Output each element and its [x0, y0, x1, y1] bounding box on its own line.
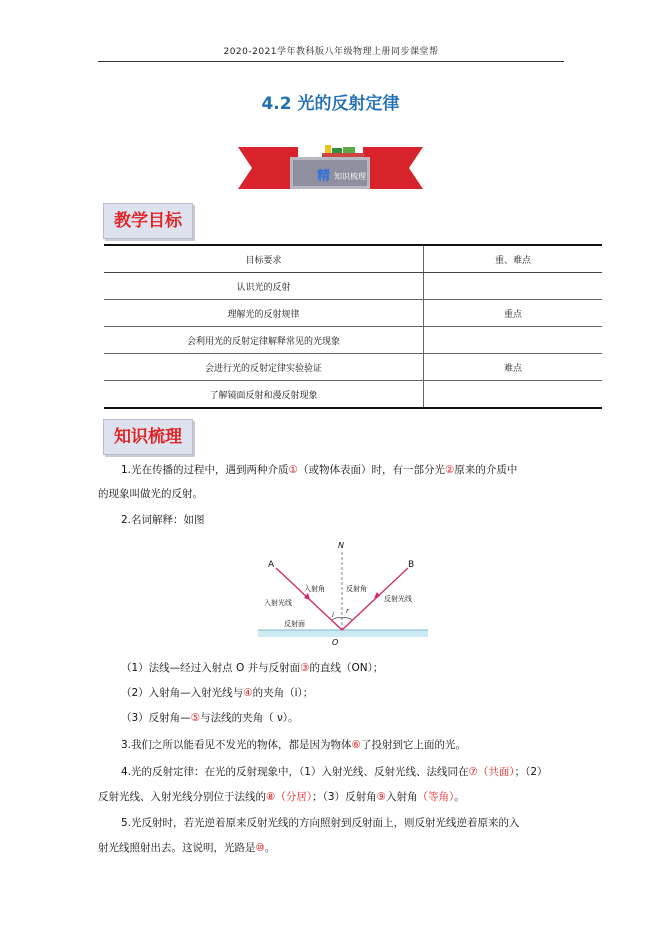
section-heading-knowledge-text: 知识梳理	[114, 427, 182, 447]
text: 。	[454, 791, 465, 803]
text: 3.我们之所以能看见不发光的物体，都是因为物体	[121, 739, 352, 751]
page-title: 4.2 光的反射定律	[261, 94, 400, 114]
text: 反射光线、入射光线分别位于法线的	[98, 791, 266, 803]
blank-marker: ③	[300, 662, 310, 674]
label-surface: 反射面	[284, 620, 305, 628]
table-row	[104, 381, 602, 409]
text: （或物体表面）时，有一部分光	[297, 464, 445, 476]
table-cell	[424, 273, 603, 300]
table-cell	[424, 327, 603, 354]
table-cell: 会利用光的反射定律解释常见的光现象	[104, 327, 424, 354]
page-header: 2020-2021学年教科版八年级物理上册同步课堂帮	[223, 47, 439, 57]
table-cell: 了解镜面反射和漫反射现象	[104, 381, 424, 409]
books-icon	[322, 145, 364, 157]
definition-3	[121, 710, 299, 725]
label-r: r	[346, 607, 349, 615]
blank-marker: （等角）	[417, 791, 455, 803]
text: 入射角	[386, 791, 418, 803]
table-row	[104, 273, 602, 300]
table-row	[104, 327, 602, 354]
text: 的直线（ON）；	[309, 662, 384, 674]
banner-ribbon-graphic	[238, 139, 423, 196]
blank-marker: ⑦（共面）	[468, 766, 515, 778]
banner-icon-char: 精	[317, 169, 331, 184]
blank-marker: ⑤	[190, 712, 201, 724]
label-A: A	[268, 560, 275, 570]
table-cell: 难点	[424, 354, 603, 381]
paragraph-1	[121, 462, 517, 477]
paragraph-1-cont: 的现象叫做光的反射。	[98, 488, 203, 500]
table-cell	[424, 381, 603, 409]
section-heading-knowledge	[103, 419, 193, 455]
label-incident-ray: 入射光线	[264, 599, 292, 607]
paragraph-5: 5.光反射时，若光逆着原来反射光线的方向照射到反射面上，则反射光线逆着原来的入	[121, 817, 520, 829]
text: （1）法线—经过入射点 O 并与反射面	[121, 662, 301, 674]
table-cell: 认识光的反射	[104, 273, 424, 300]
label-reflect-angle: 反射角	[346, 585, 367, 593]
table-header-cell: 重、难点	[424, 245, 603, 273]
text: 。	[264, 842, 276, 854]
label-i: i	[332, 611, 334, 619]
text: 4.光的反射定律：在光的反射现象中，（1）入射光线、反射光线、法线同在	[121, 766, 469, 778]
paragraph-3	[121, 737, 466, 752]
blank-marker: ⑧（分居）	[266, 791, 313, 803]
text: ；（3）反射角	[312, 791, 377, 803]
definition-1	[121, 660, 383, 675]
label-incident-angle: 入射角	[304, 585, 325, 593]
table-cell: 理解光的反射规律	[104, 300, 424, 327]
banner-label: 知识梳理	[334, 172, 366, 181]
blank-marker: ⑩	[255, 842, 265, 854]
section-banner	[238, 139, 423, 196]
text: （2）入射角—入射光线与	[121, 687, 244, 699]
blank-marker: ⑨	[376, 791, 387, 803]
text: （3）反射角—	[121, 712, 191, 724]
text: 原来的介质中	[454, 464, 518, 476]
goals-table	[104, 244, 602, 409]
label-B: B	[408, 560, 415, 570]
section-heading-goals-text: 教学目标	[114, 211, 182, 231]
blank-marker: ④	[243, 687, 253, 699]
text: 的夹角（i）；	[252, 687, 314, 699]
table-row	[104, 300, 602, 327]
text: 1.光在传播的过程中，遇到两种介质	[121, 464, 289, 476]
blank-marker: ①	[288, 464, 298, 476]
label-reflect-ray: 反射光线	[384, 595, 412, 603]
table-row	[104, 354, 602, 381]
blank-marker: ②	[444, 464, 455, 476]
table-header-row	[104, 245, 602, 273]
table-cell: 会进行光的反射定律实验验证	[104, 354, 424, 381]
text: 射光线照射出去。这说明，光路是	[98, 842, 256, 854]
blank-marker: ⑥	[351, 739, 361, 751]
definition-2	[121, 685, 313, 700]
section-heading-goals	[103, 203, 193, 239]
text: 与法线的夹角（ ν）。	[200, 712, 299, 724]
header-rule	[98, 61, 564, 62]
paragraph-4	[121, 764, 548, 779]
paragraph-4-cont	[98, 789, 465, 804]
table-cell: 重点	[424, 300, 603, 327]
text: 了投射到它上面的光。	[360, 739, 466, 751]
table-header-cell: 目标要求	[104, 245, 424, 273]
paragraph-2: 2.名词解释：如图	[121, 514, 205, 526]
text: ；（2）	[514, 766, 548, 778]
paragraph-5-cont	[98, 840, 275, 855]
label-N: N	[338, 541, 344, 550]
label-O: O	[332, 638, 339, 647]
reflection-diagram	[258, 538, 428, 650]
